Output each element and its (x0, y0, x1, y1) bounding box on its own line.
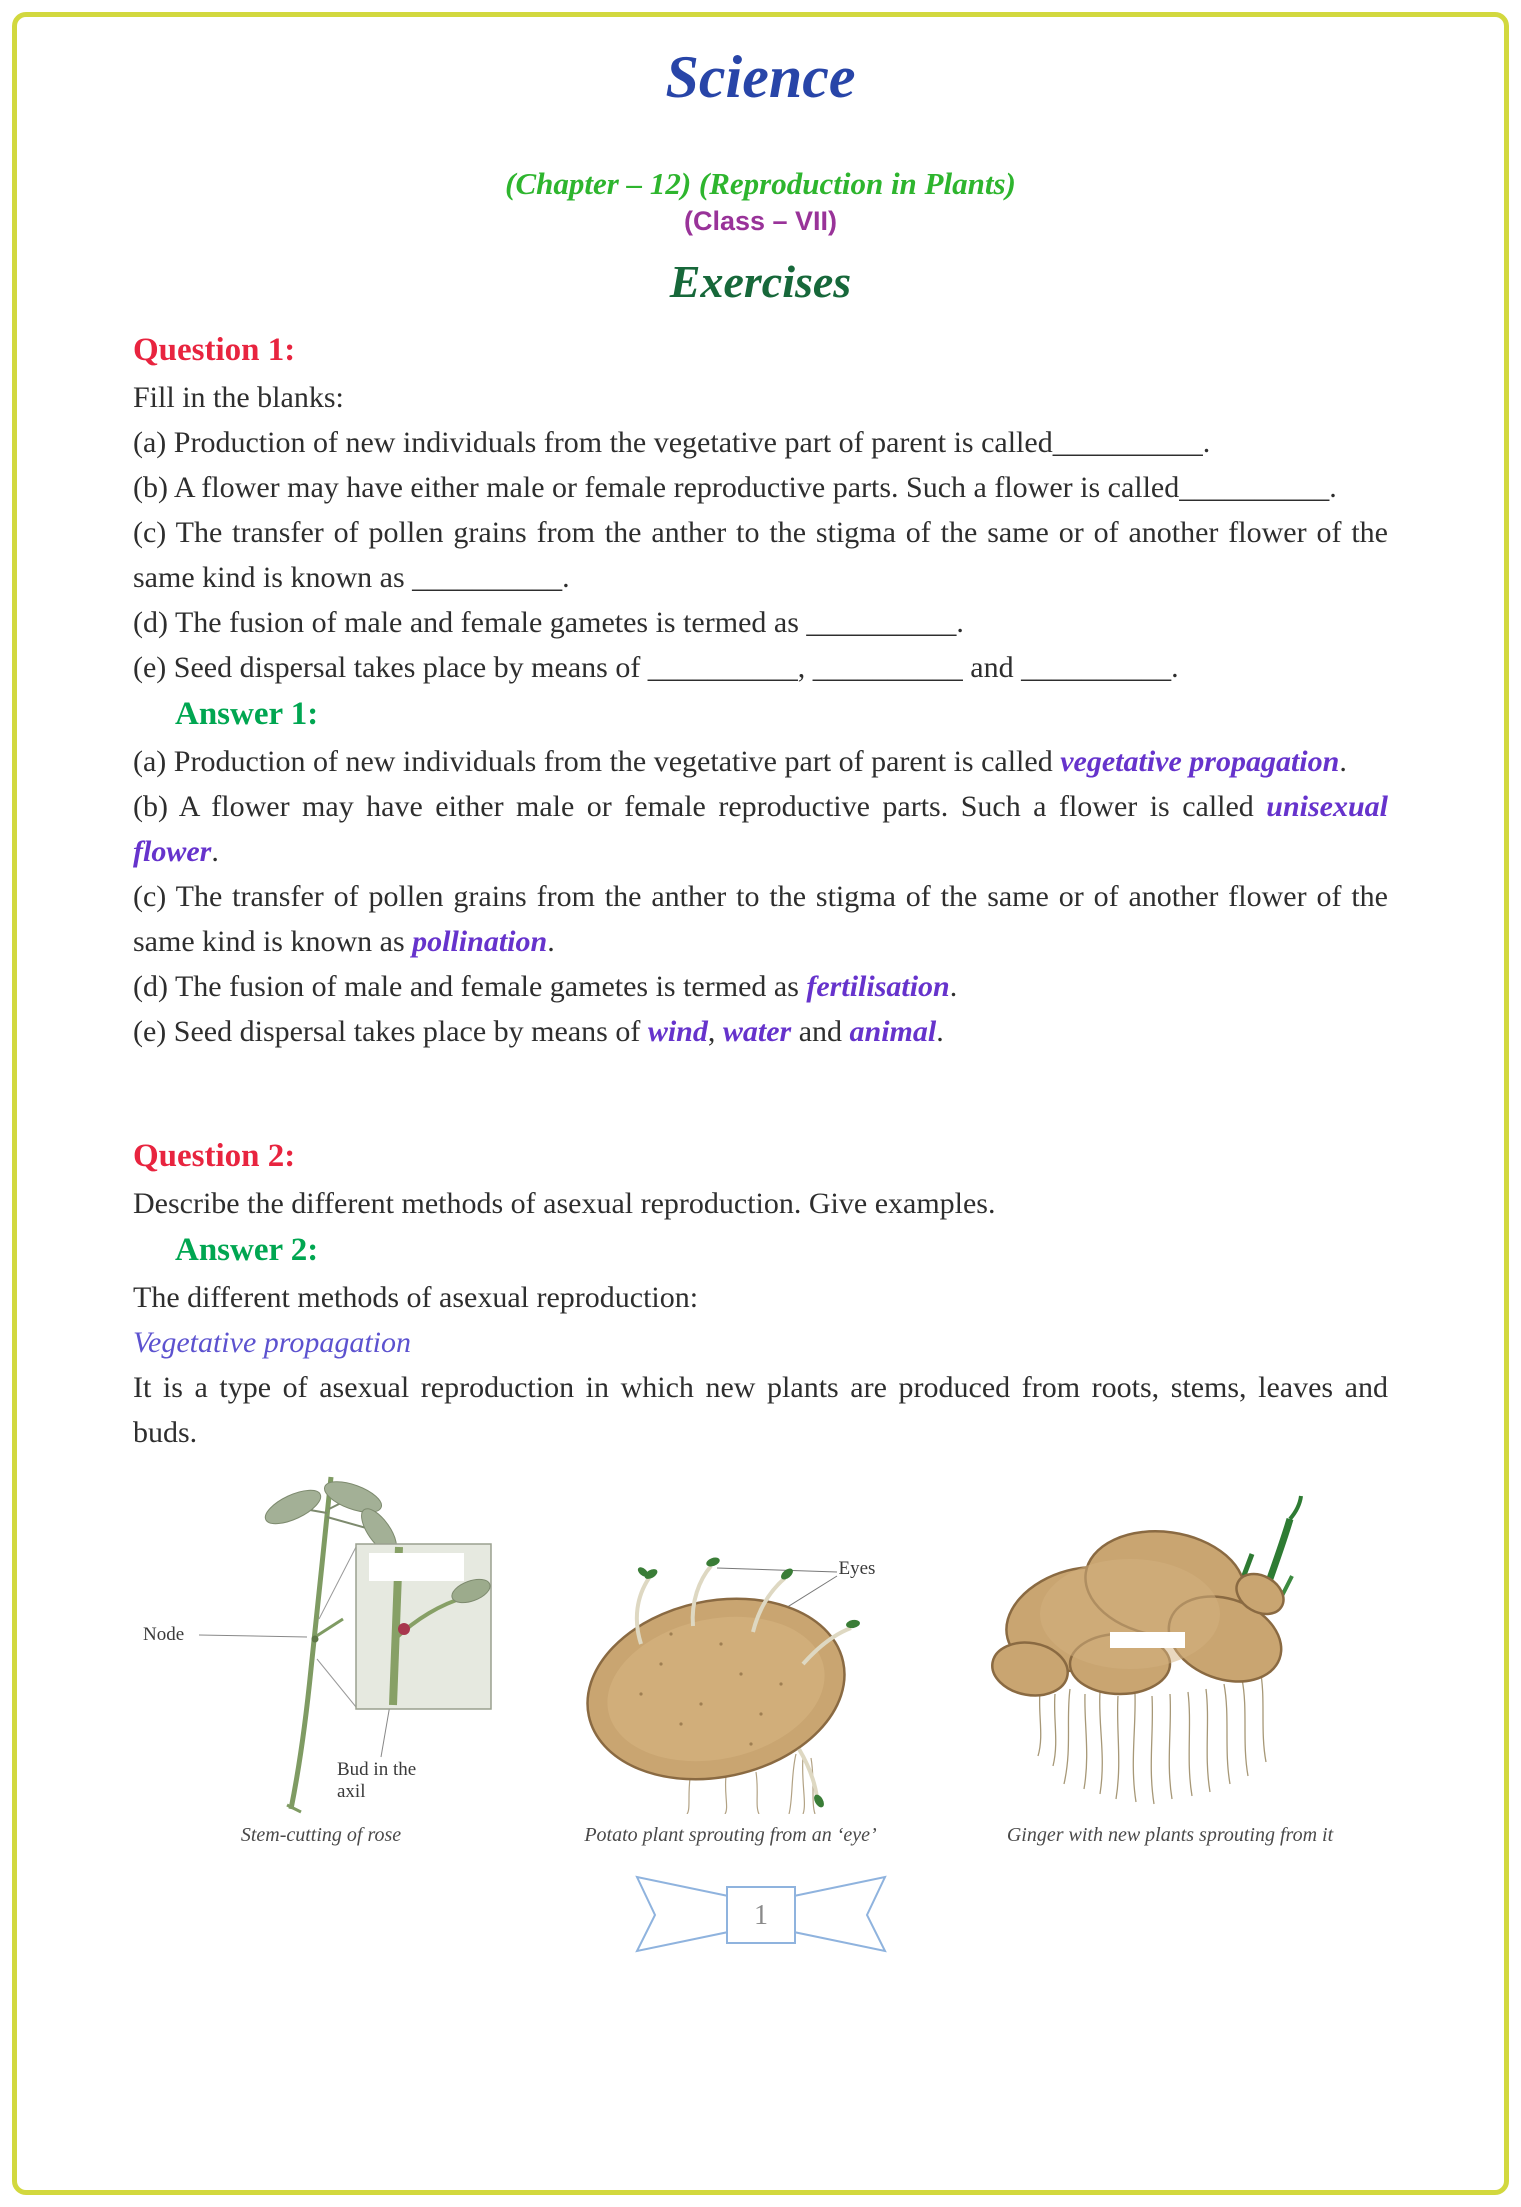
a1-item-e (133, 1009, 1388, 1054)
answer-text-segment: (c) The transfer of pollen grains from the anther to the stigma of the same or of another flower of the same kind is known as (133, 880, 1388, 958)
a1-item-c (133, 874, 1388, 964)
page-number-banner (133, 1871, 1388, 1961)
page-title: Science (665, 44, 856, 110)
answer-text-segment: and (791, 1015, 850, 1048)
answer-text-segment: . (949, 970, 958, 1003)
class-heading: (Class – VII) (683, 206, 838, 236)
ginger-figbox (960, 1484, 1380, 1814)
a1-item-d (133, 964, 1388, 1009)
answer-text-segment: . (1339, 745, 1347, 778)
ribbon-icon (621, 1871, 901, 1961)
figure-potato (541, 1514, 921, 1847)
answer-highlight: pollination (412, 925, 548, 958)
answer-highlight: water (722, 1015, 792, 1048)
figure-ginger (960, 1484, 1380, 1847)
exercises-heading: Exercises (669, 256, 852, 307)
q1-item-b: (b) A flower may have either male or female reproductive parts. Such a flower is called__________. (133, 471, 1337, 504)
a2-line1: The different methods of asexual reproduction: (133, 1281, 699, 1314)
a2-para: It is a type of asexual reproduction in which new plants are produced from roots, stems, leaves and buds. (133, 1371, 1388, 1449)
rose-cutting-figbox (141, 1469, 501, 1814)
chapter-heading: (Chapter – 12) (Reproduction in Plants) (505, 166, 1016, 201)
q1-item-e: (e) Seed dispersal takes place by means of __________, __________ and __________. (133, 651, 1179, 684)
answer-2-heading: Answer 2: (175, 1232, 319, 1268)
answer-text-segment: , (707, 1015, 723, 1048)
figure-row (133, 1469, 1388, 1847)
question-1-heading: Question 1: (133, 332, 296, 368)
q1-intro: Fill in the blanks: (133, 381, 344, 414)
answer-highlight: vegetative propagation (1060, 745, 1340, 778)
answer-highlight: wind (647, 1015, 708, 1048)
answer-highlight: unisexual flower (133, 790, 1388, 868)
q1-item-c: (c) The transfer of pollen grains from the anther to the stigma of the same or of another flower of the same kind is known as __________. (133, 516, 1388, 594)
q2-text: Describe the different methods of asexual reproduction. Give examples. (133, 1187, 996, 1220)
figure-rose-cutting (141, 1469, 501, 1847)
answer-text-segment: (b) A flower may have either male or female reproductive parts. Such a flower is called (133, 790, 1267, 823)
node-label: Node (143, 1624, 185, 1645)
answer-text-segment: . (211, 835, 219, 868)
q1-item-d: (d) The fusion of male and female gametes is termed as __________. (133, 606, 964, 639)
a1-item-a (133, 739, 1388, 784)
ginger-illustration (960, 1484, 1380, 1814)
answer-text-segment: (d) The fusion of male and female gametes is termed as (133, 970, 807, 1003)
answer-text-segment: (a) Production of new individuals from the vegetative part of parent is called (133, 745, 1061, 778)
answer-text-segment: (e) Seed dispersal takes place by means of (133, 1015, 648, 1048)
rose-cutting-illustration (141, 1469, 501, 1814)
bud-axil-label: Bud in the axil (337, 1759, 417, 1802)
page-border-frame (12, 12, 1509, 2195)
page-number: 1 (753, 1900, 768, 1931)
a1-item-b (133, 784, 1388, 874)
potato-caption: Potato plant sprouting from an ‘eye’ (584, 1824, 877, 1846)
page-content (17, 17, 1504, 1961)
q1-item-a: (a) Production of new individuals from the vegetative part of parent is called__________. (133, 426, 1211, 459)
answer-highlight: fertilisation (806, 970, 950, 1003)
answer-highlight: animal (849, 1015, 937, 1048)
answer-text-segment: . (547, 925, 555, 958)
potato-figbox (541, 1514, 921, 1814)
answer-1-heading: Answer 1: (175, 696, 319, 732)
question-2-heading: Question 2: (133, 1138, 296, 1174)
a2-subheading: Vegetative propagation (133, 1326, 411, 1359)
rose-cutting-caption: Stem-cutting of rose (240, 1824, 402, 1846)
eyes-label: Eyes (838, 1558, 876, 1579)
answer-text-segment: . (936, 1015, 944, 1048)
ginger-caption: Ginger with new plants sprouting from it (1006, 1824, 1334, 1846)
